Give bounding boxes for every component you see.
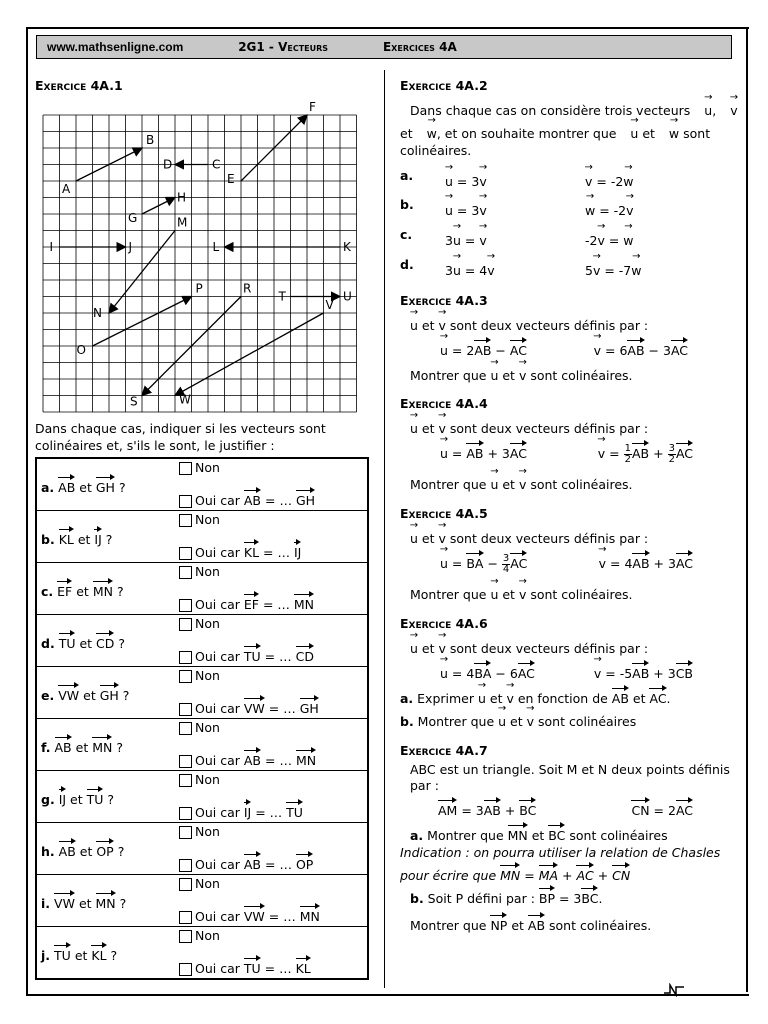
left-column: [35, 78, 372, 980]
ex7-qb: b. Soit P défini par : BP = 3BC.: [410, 885, 738, 908]
corner-mark: [664, 983, 684, 997]
oui-checkbox[interactable]: [179, 703, 192, 716]
ex6-eq2: → v = -5AB + 3CB: [594, 660, 693, 681]
ex7-eq1: AM = 3AB + BC: [438, 797, 536, 818]
exercise-2-text: Dans chaque cas on considère trois vecteurs → u, → v et → w, et on souhaite montrer que → u et → w sont colinéaires.: [400, 97, 738, 160]
oui-option[interactable]: Oui car EF = … MN: [179, 591, 363, 612]
point-label-K: K: [343, 240, 351, 254]
exercise-5-title: Exercice 4A.5: [400, 506, 488, 522]
answer-options: [175, 926, 368, 979]
point-label-H: H: [177, 190, 187, 205]
ex2-text1: Dans chaque cas on considère trois vecteurs: [410, 103, 691, 118]
answer-question: j. TU et KL ?: [36, 926, 175, 979]
non-option[interactable]: Non: [179, 616, 363, 631]
ex2-text4: et: [642, 125, 655, 141]
non-option[interactable]: Non: [179, 876, 363, 891]
point-label-P: P: [195, 281, 203, 296]
non-option[interactable]: Non: [179, 772, 363, 787]
non-checkbox[interactable]: [179, 566, 192, 579]
oui-checkbox[interactable]: [179, 963, 192, 976]
oui-option[interactable]: Oui car AB = … GH: [179, 487, 363, 508]
answer-question: c. EF et MN ?: [36, 562, 175, 614]
point-label-O: O: [76, 343, 86, 357]
ex5-eq2: → v = 4AB + 3AC: [599, 550, 693, 575]
site-name: www.mathsenligne.com: [47, 40, 184, 54]
column-divider: [384, 70, 385, 988]
answer-row: [36, 562, 368, 614]
point-label-R: R: [243, 281, 252, 296]
answer-row: [36, 718, 368, 770]
ex6-qb: b. Montrer que → u et → v sont colinéaires: [400, 708, 738, 731]
exercise-3: [400, 293, 738, 385]
answer-question: g. IJ et TU ?: [36, 770, 175, 822]
ex7-qa: a. Montrer que MN et BC sont colinéaires: [410, 822, 738, 845]
answer-row: [36, 926, 368, 979]
page-frame-right: [746, 27, 748, 992]
point-label-N: N: [93, 306, 102, 320]
non-option[interactable]: Non: [179, 720, 363, 735]
oui-checkbox[interactable]: [179, 807, 192, 820]
point-label-V: V: [325, 298, 334, 312]
answer-question: f. AB et MN ?: [36, 718, 175, 770]
ex6-qa: a. Exprimer → u et → v en fonction de AB et AC.: [400, 685, 738, 708]
answer-options: [175, 458, 368, 511]
ex3-eq2: → v = 6AB − 3AC: [594, 337, 688, 358]
right-column: [400, 78, 738, 935]
answer-row: [36, 770, 368, 822]
non-option[interactable]: Non: [179, 668, 363, 683]
answer-row: [36, 614, 368, 666]
non-checkbox[interactable]: [179, 514, 192, 527]
oui-checkbox[interactable]: [179, 859, 192, 872]
oui-checkbox[interactable]: [179, 599, 192, 612]
oui-checkbox[interactable]: [179, 911, 192, 924]
sheet-title: Exercices 4A: [382, 40, 457, 54]
ex7-qc: Montrer que NP et AB sont colinéaires.: [410, 912, 738, 935]
non-checkbox[interactable]: [179, 878, 192, 891]
answer-question: e. VW et GH ?: [36, 666, 175, 718]
point-label-D: D: [163, 157, 173, 172]
answer-options: [175, 666, 368, 718]
vector-grid: [35, 97, 365, 417]
exercise-2-rows: [400, 164, 738, 283]
point-label-I: I: [49, 240, 54, 254]
answer-options: [175, 510, 368, 562]
answer-options: [175, 718, 368, 770]
ex7-eq2: CN = 2AC: [631, 797, 693, 818]
oui-option[interactable]: Oui car KL = … IJ: [179, 539, 363, 560]
point-label-J: J: [128, 240, 133, 254]
page-header: [36, 35, 732, 59]
oui-option[interactable]: Oui car TU = … CD: [179, 643, 363, 664]
ex2-row: b. → u = 3→ v → w = -2→ v: [400, 193, 738, 223]
ex2-text2: et: [400, 125, 413, 141]
answer-question: i. VW et MN ?: [36, 874, 175, 926]
point-label-U: U: [343, 289, 352, 304]
ex2-text5: sont colinéaires.: [400, 125, 711, 158]
ex6-eq1: → u = 4BA − 6AC: [440, 660, 535, 681]
ex5-eq1: → u = BA − $\frac{3}{4}$ AC: [440, 550, 527, 575]
exercise-4-title: Exercice 4A.4: [400, 396, 488, 412]
non-checkbox[interactable]: [179, 618, 192, 631]
oui-checkbox[interactable]: [179, 495, 192, 508]
non-checkbox[interactable]: [179, 774, 192, 787]
non-option[interactable]: Non: [179, 564, 363, 579]
exercise-7: [400, 743, 738, 935]
point-label-M: M: [177, 215, 188, 230]
exercise-6-title: Exercice 4A.6: [400, 615, 488, 631]
ex4-eq2: → v = $\frac{1}{2}$ AB + $\frac{3}{2}$ AC: [598, 440, 693, 465]
point-label-T: T: [278, 289, 286, 304]
answer-table: [35, 457, 369, 980]
ex2-row: a. → u = 3→ v → v = -2→ w: [400, 164, 738, 194]
oui-checkbox[interactable]: [179, 651, 192, 664]
answer-options: [175, 614, 368, 666]
point-label-L: L: [212, 240, 220, 254]
point-label-B: B: [146, 133, 155, 147]
answer-row: [36, 510, 368, 562]
chapter-title: 2G1 - Vecteurs: [238, 40, 329, 54]
oui-option[interactable]: Oui car VW = … MN: [179, 903, 363, 924]
exercise-3-title: Exercice 4A.3: [400, 292, 488, 308]
exercise-7-title: Exercice 4A.7: [400, 742, 488, 758]
ex2-row: c. 3→ u = → v -2→ v = → w: [400, 223, 738, 253]
non-option[interactable]: Non: [179, 512, 363, 527]
point-label-W: W: [179, 392, 191, 407]
ex7-intro: ABC est un triangle. Soit M et N deux points définis par :: [410, 761, 730, 794]
answer-question: h. AB et OP ?: [36, 822, 175, 874]
point-label-A: A: [62, 182, 71, 196]
exercise-3-conclusion: Montrer que → u et → v sont colinéaires.: [410, 362, 738, 385]
grid-svg: [35, 97, 365, 417]
exercise-1-title: Exercice 4A.1: [35, 78, 123, 93]
point-label-G: G: [128, 211, 138, 225]
oui-option[interactable]: Oui car AB = … MN: [179, 747, 363, 768]
non-checkbox[interactable]: [179, 722, 192, 735]
answer-row: [36, 822, 368, 874]
exercise-2-title: Exercice 4A.2: [400, 78, 488, 93]
non-option[interactable]: Non: [179, 928, 363, 943]
point-label-F: F: [309, 100, 316, 114]
ex2-row: d. 3→ u = 4→ v 5→ v = -7→ w: [400, 253, 738, 283]
oui-checkbox[interactable]: [179, 755, 192, 768]
non-option[interactable]: Non: [179, 824, 363, 839]
exercise-5: Exercice 4A.5 → u et → v sont deux vecteurs définis par : → u = BA − $\frac{3}{4}$ AC → v = 4AB + 3AC Montrer que → u et → v sont colinéaires.: [400, 506, 738, 604]
non-option[interactable]: Non: [179, 460, 363, 475]
point-label-C: C: [212, 157, 221, 172]
oui-option[interactable]: Oui car IJ = … TU: [179, 799, 363, 820]
answer-options: [175, 874, 368, 926]
exercise-6: Exercice 4A.6 → u et → v sont deux vecteurs définis par : → u = 4BA − 6AC → v = -5AB + 3CB a. Exprimer → u et → v en fonction de AB et AC. b. Montrer que → u et → v sont colinéaires: [400, 616, 738, 731]
oui-option[interactable]: Oui car AB = … OP: [179, 851, 363, 872]
answer-row: [36, 666, 368, 718]
ex4-eq1: → u = AB + 3AC: [440, 440, 527, 465]
point-label-S: S: [130, 394, 138, 409]
answer-options: [175, 562, 368, 614]
non-checkbox[interactable]: [179, 826, 192, 839]
ex7-indication: Indication : on pourra utiliser la relation de Chasles pour écrire que MN = MA + AC + CN: [400, 845, 721, 883]
ex2-text3: , et on souhaite montrer que: [436, 125, 617, 141]
non-checkbox[interactable]: [179, 462, 192, 475]
non-checkbox[interactable]: [179, 670, 192, 683]
answer-options: [175, 822, 368, 874]
answer-question: b. KL et IJ ?: [36, 510, 175, 562]
exercise-4: Exercice 4A.4 → u et → v sont deux vecteurs définis par : → u = AB + 3AC → v = $\frac{1}{2}$ AB + $\frac{3}{2}$ AC Montrer que → u et → v sont colinéaires.: [400, 396, 738, 494]
point-label-E: E: [227, 172, 235, 186]
answer-row: [36, 458, 368, 511]
oui-option[interactable]: Oui car VW = … GH: [179, 695, 363, 716]
oui-checkbox[interactable]: [179, 547, 192, 560]
answer-row: [36, 874, 368, 926]
oui-option[interactable]: Oui car TU = … KL: [179, 955, 363, 976]
ex3-eq1: → u = 2AB − AC: [440, 337, 527, 358]
exercise-3-equations: [440, 337, 688, 358]
answer-question: a. AB et GH ?: [36, 458, 175, 511]
answer-question: d. TU et CD ?: [36, 614, 175, 666]
non-checkbox[interactable]: [179, 930, 192, 943]
exercise-3-intro: → u et → v sont deux vecteurs définis par :: [410, 312, 738, 335]
exercise-1-instruction: Dans chaque cas, indiquer si les vecteurs sont colinéaires et, s'ils le sont, le justifier :: [35, 421, 326, 453]
answer-options: [175, 770, 368, 822]
